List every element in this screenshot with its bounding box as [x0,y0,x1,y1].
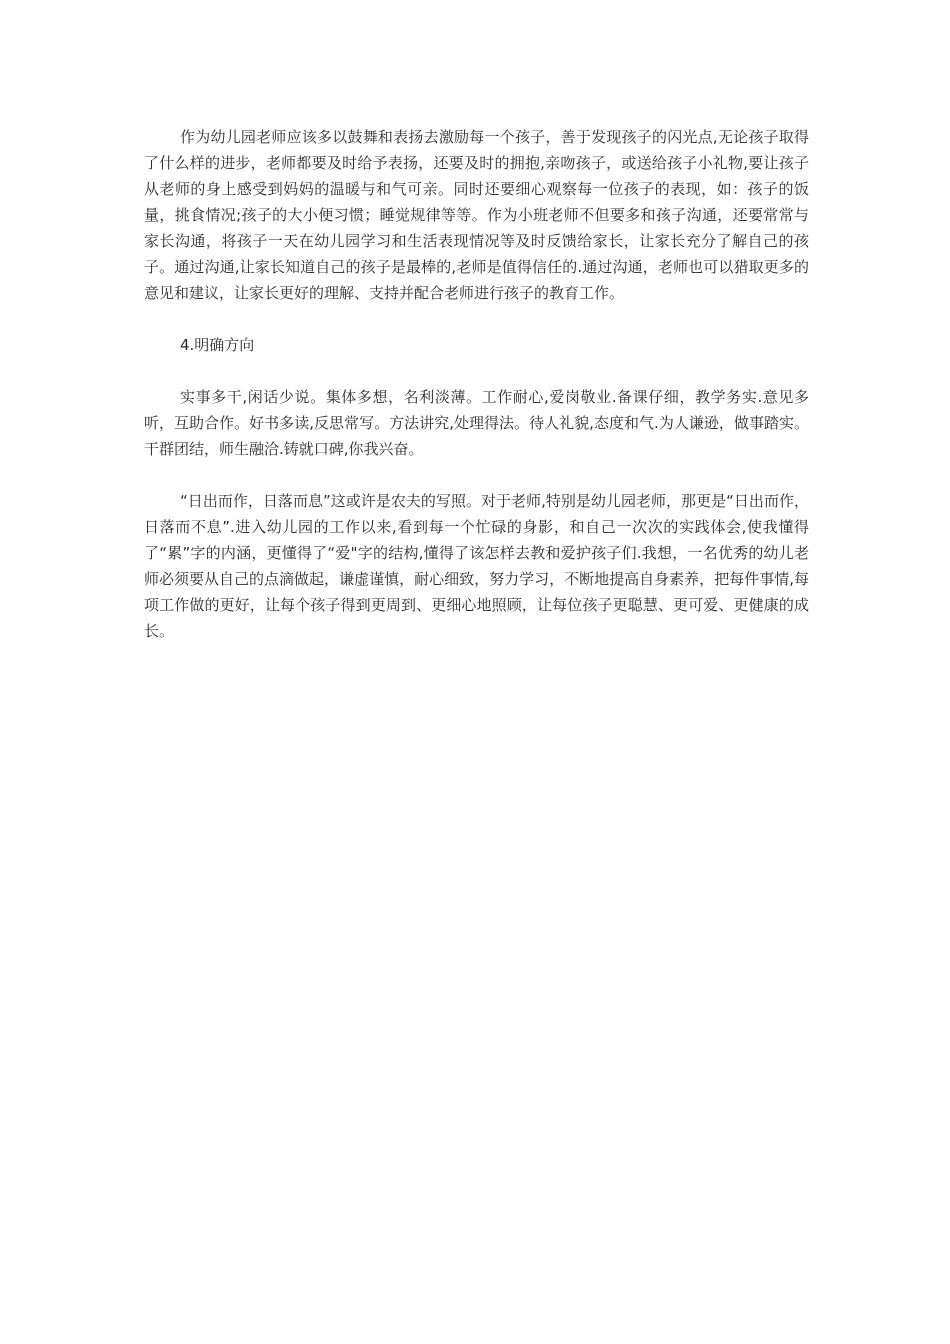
section-heading-direction: 4.明确方向 [180,336,255,354]
paragraph-conclusion: “日出而作，日落而息”这或许是农夫的写照。对于老师,特别是幼儿园老师，那更是“日出而作，日落而不息”.进入幼儿园的工作以来,看到每一个忙碌的身影，和自己一次次的实践体会,使我懂得了“累”字的内涵，更懂得了“爱"字的结构,懂得了该怎样去教和爱护孩子们.我想，一名优秀的幼儿老师必须要从自己的点滴做起，谦虚谨慎，耐心细致，努力学习，不断地提高自身素养，把每件事情,每项工作做的更好，让每个孩子得到更周到、更细心地照顾，让每位孩子更聪慧、更可爱、更健康的成长。 [144,492,809,640]
document-body [144,124,809,670]
paragraph-praise-children: 作为幼儿园老师应该多以鼓舞和表扬去激励每一个孩子，善于发现孩子的闪光点,无论孩子取得了什么样的进步，老师都要及时给予表扬，还要及时的拥抱,亲吻孩子，或送给孩子小礼物,要让孩子从老师的身上感受到妈妈的温暖与和气可亲。同时还要细心观察每一位孩子的表现，如：孩子的饭量，挑食情况;孩子的大小便习惯；睡觉规律等等。作为小班老师不但要多和孩子沟通，还要常常与家长沟通，将孩子一天在幼儿园学习和生活表现情况等及时反馈给家长，让家长充分了解自己的孩子。通过沟通,让家长知道自己的孩子是最棒的,老师是值得信任的.通过沟通，老师也可以猎取更多的意见和建议，让家长更好的理解、支持并配合老师进行孩子的教育工作。 [144,128,809,302]
paragraph-work-principles: 实事多干,闲话少说。集体多想，名利淡薄。工作耐心,爱岗敬业.备课仔细，教学务实.意见多听，互助合作。好书多读,反思常写。方法讲究,处理得法。待人礼貌,态度和气.为人谦逊，做事踏实。干群团结，师生融洽.铸就口碑,你我兴奋。 [144,388,809,458]
